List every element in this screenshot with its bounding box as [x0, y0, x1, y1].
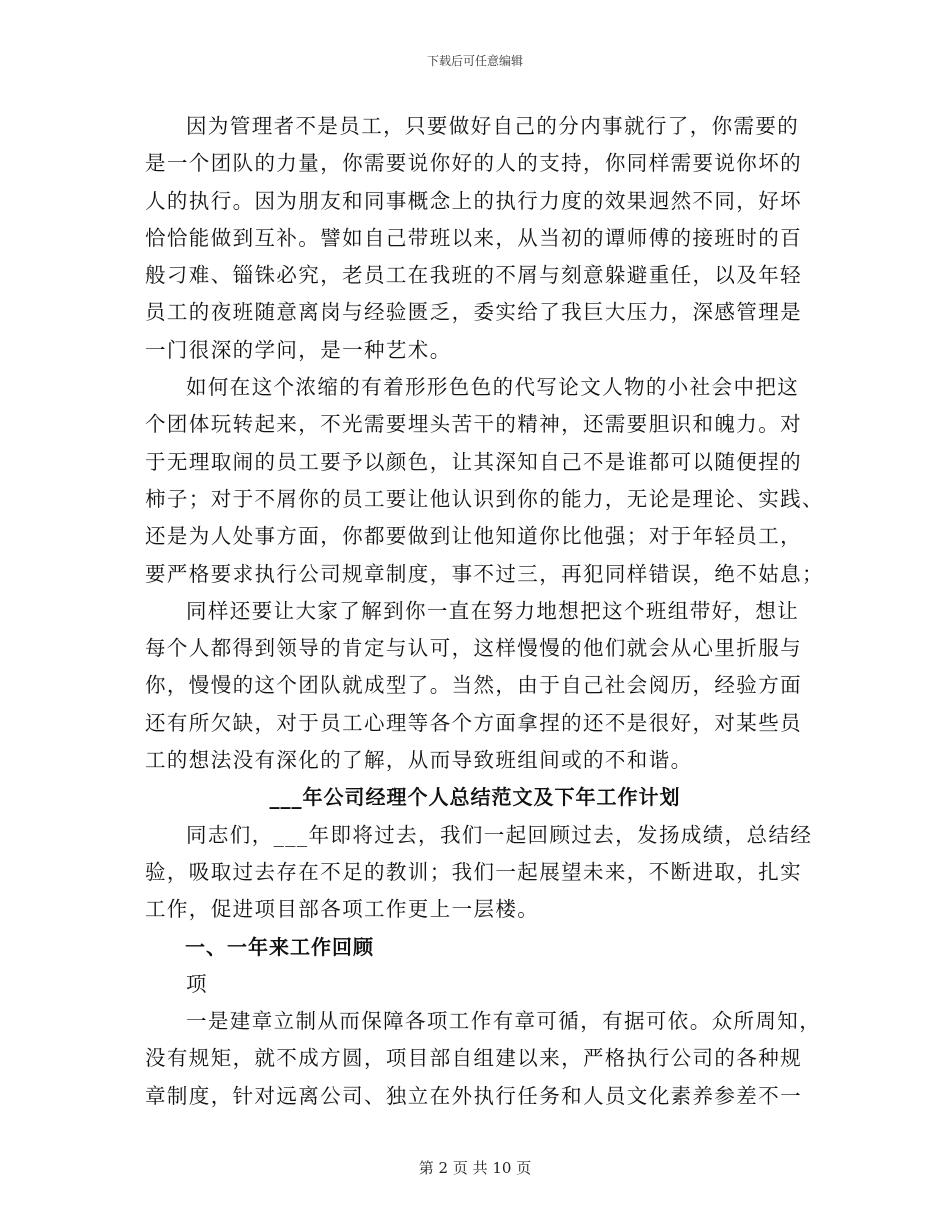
document-section-title: ___年公司经理个人总结范文及下年工作计划 [269, 785, 681, 810]
page-number-footer: 第 2 页 共 10 页 [418, 1159, 532, 1177]
paragraph-greeting [145, 817, 813, 929]
text-line: 同样还要让大家了解到你一直在努力地想把这个班组带好，想让 [186, 598, 800, 623]
text-line: 柿子；对于不屑你的员工要让他认识到你的能力，无论是理论、实践、 [145, 486, 824, 511]
text-line: 于无理取闹的员工要予以颜色，让其深知自己不是谁都可以随便捏的 [145, 449, 802, 474]
text-line: 恰恰能做到互补。譬如自己带班以来，从当初的谭师傅的接班时的百 [145, 225, 802, 250]
paragraph-recognition [145, 593, 805, 779]
document-body [145, 108, 824, 1115]
text-line: 每个人都得到领导的肯定与认可，这样慢慢的他们就会从心里折服与 [145, 636, 802, 661]
paragraph-item-label: 项 [186, 971, 208, 996]
text-line: 要严格要求执行公司规章制度，事不过三，再犯同样错误，绝不姑息； [145, 561, 824, 586]
text-line: 章制度，针对远离公司、独立在外执行任务和人员文化素养参差不一 [145, 1083, 802, 1108]
text-line: 验，吸取过去存在不足的教训；我们一起展望未来，不断进取，扎实 [145, 859, 802, 884]
text-line: 个团体玩转起来，不光需要埋头苦干的精神，还需要胆识和魄力。对 [145, 412, 802, 437]
paragraph-team-building [145, 369, 824, 593]
text-line: 人的执行。因为朋友和同事概念上的执行力度的效果迥然不同，好坏 [145, 188, 802, 213]
paragraph-regulations [145, 1003, 822, 1115]
text-line: 因为管理者不是员工，只要做好自己的分内事就行了，你需要的 [186, 114, 800, 138]
text-line: 还是为人处事方面，你都要做到让他知道你比他强；对于年轻员工， [145, 524, 802, 549]
text-line: 你，慢慢的这个团队就成型了。当然，由于自己社会阅历，经验方面 [145, 673, 802, 698]
text-line: 一门很深的学问，是一种艺术。 [145, 337, 452, 362]
heading-year-review: 一、一年来工作回顾 [185, 934, 374, 959]
text-line: 没有规矩，就不成方圆，项目部自组建以来，严格执行公司的各种规 [145, 1046, 802, 1071]
text-line: 一是建章立制从而保障各项工作有章可循，有据可依。众所周知， [186, 1009, 822, 1034]
text-line: 工的想法没有深化的了解，从而导致班组间或的不和谐。 [145, 748, 693, 773]
text-line: 如何在这个浓缩的有着形形色色的代写论文人物的小社会中把这 [186, 375, 800, 400]
paragraph-management [145, 108, 805, 369]
text-line: 是一个团队的力量，你需要说你好的人的支持，你同样需要说你坏的 [145, 151, 802, 176]
text-line: 员工的夜班随意离岗与经验匮乏，委实给了我巨大压力，深感管理是 [145, 300, 802, 325]
text-line: 般刁难、锱铢必究，老员工在我班的不屑与刻意躲避重任，以及年轻 [145, 263, 802, 288]
text-line: 同志们，___年即将过去，我们一起回顾过去，发扬成绩，总结经 [186, 822, 813, 847]
text-line: 工作，促进项目部各项工作更上一层楼。 [145, 897, 540, 922]
page-header-note: 下载后可任意编辑 [426, 54, 523, 68]
text-line: 还有所欠缺，对于员工心理等各个方面拿捏的还不是很好，对某些员 [145, 710, 802, 735]
